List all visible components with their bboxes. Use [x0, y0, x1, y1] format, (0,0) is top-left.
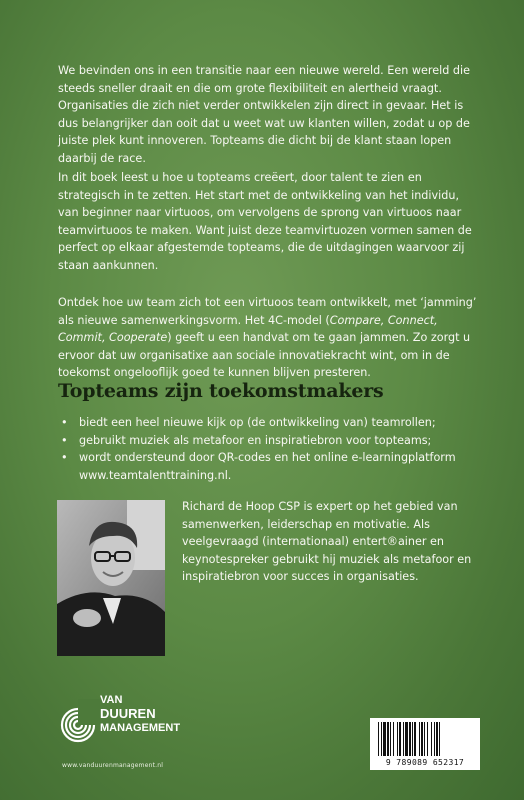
bullet-item: • gebruikt muziek als metafoor en inspiratiebron voor topteams; [58, 432, 488, 450]
publisher-line-3: MANAGEMENT [100, 722, 181, 734]
isbn-number: 9 789089 652317 [370, 758, 480, 767]
bullet-item: • biedt een heel nieuwe kijk op (de ontwikkeling van) teamrollen; [58, 414, 488, 432]
author-bio: Richard de Hoop CSP is expert op het gebied van samenwerken, leiderschap en motivatie. Als veelgevraagd (internationaal) entert®ainer en keynotespreker gebruikt hij muziek als metafoor en inspiratiebron voor succes in organisaties. [182, 500, 472, 584]
feature-list [58, 414, 488, 484]
p3-text-b: ) geeft u een handvat om te gaan jammen. Zo zorgt u ervoor dat uw organisatixe aan sociale innovatiekracht wint, om in de toekomst ongelooflijk goed te kunnen blijven presteren. [58, 331, 471, 380]
intro-paragraph-1 [58, 62, 480, 168]
publisher-name [100, 693, 180, 735]
author-portrait-icon [57, 500, 165, 656]
p3-text-a: Ontdek hoe uw team zich tot een virtuoos team ontwikkelt, met ‘jamming’ als nieuwe samenwerkingsvorm. Het 4C-model ( [58, 296, 477, 327]
p3-model-names: Compare, Connect, Commit, Cooperate [58, 313, 438, 345]
intro-text-1: We bevinden ons in een transitie naar een nieuwe wereld. Een wereld die steeds sneller draait en die om grote flexibiliteit en alertheid vraagt. Organisaties die zich niet verder ontwikkelen zijn direct in gevaar. Het is dus belangrijker dan ooit dat u weet wat uw klanten willen, zodat u op de juiste plek kunt innoveren. Topteams die dicht bij de klant staan lopen daarbij de race. [58, 64, 471, 165]
author-portrait-photo [57, 500, 165, 656]
intro-text-2: In dit boek leest u hoe u topteams creëert, door talent te zien en strategisch in te zetten. Het start met de ontwikkeling van het individu, van beginner naar virtuoos, om vervolgens de sprong van virtuoos naar teamvirtuoos te maken. Want juist deze teamvirtuozen vormen samen de perfect op elkaar afgestemde topteams, die de uitdagingen waarvoor zij staan aankunnen. [58, 171, 472, 272]
publisher-logo [60, 693, 190, 755]
intro-paragraph-3 [58, 294, 480, 382]
isbn-barcode [370, 718, 480, 770]
ean-barcode-icon [370, 718, 480, 758]
publisher-line-2: DUUREN [100, 706, 156, 721]
concentric-circles-logo-icon [60, 699, 100, 747]
bullet-item: • wordt ondersteund door QR-codes en het online e-learningplatform www.teamtalenttraining.nl. [58, 449, 488, 484]
intro-paragraph-2 [58, 169, 480, 275]
subheading: Topteams zijn toekomstmakers [58, 380, 384, 402]
publisher-line-1: VAN [100, 694, 123, 706]
publisher-url: www.vanduurenmanagement.nl [62, 762, 164, 769]
